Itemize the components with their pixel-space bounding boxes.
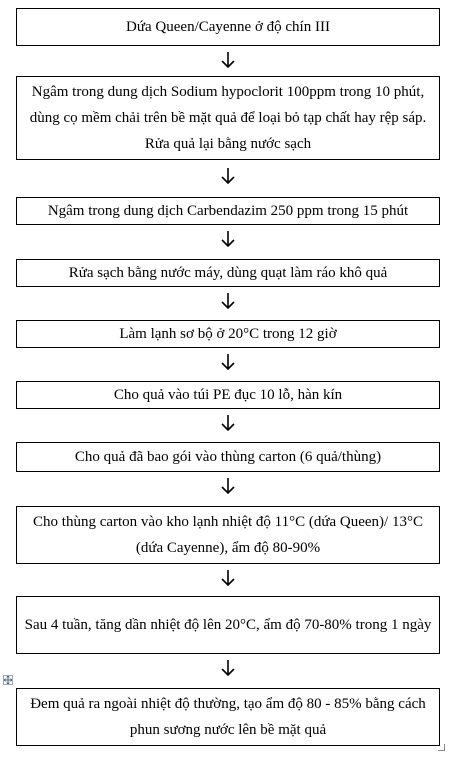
step-5: Làm lạnh sơ bộ ở 20°C trong 12 giờ — [16, 320, 440, 348]
table-move-handle-icon[interactable] — [3, 675, 13, 685]
down-arrow-icon — [219, 414, 237, 432]
down-arrow-icon — [219, 569, 237, 587]
down-arrow-icon — [219, 230, 237, 248]
step-7: Cho quả đã bao gói vào thùng carton (6 quả/thùng) — [16, 442, 440, 472]
step-9: Sau 4 tuần, tăng dần nhiệt độ lên 20°C, ẩm độ 70-80% trong 1 ngày — [16, 596, 440, 654]
down-arrow-icon — [219, 353, 237, 371]
step-8: Cho thùng carton vào kho lạnh nhiệt độ 11°C (dứa Queen)/ 13°C (dứa Cayenne), ẩm độ 80-90% — [16, 506, 440, 564]
down-arrow-icon — [219, 167, 237, 185]
step-10: Đem quả ra ngoài nhiệt độ thường, tạo ẩm độ 80 - 85% bằng cách phun sương nước lên bề mặt quả — [16, 688, 440, 746]
step-4: Rửa sạch bằng nước máy, dùng quạt làm ráo khô quả — [16, 259, 440, 287]
step-3: Ngâm trong dung dịch Carbendazim 250 ppm trong 15 phút — [16, 197, 440, 225]
step-6: Cho quả vào túi PE đục 10 lỗ, hàn kín — [16, 381, 440, 409]
down-arrow-icon — [219, 659, 237, 677]
table-resize-corner[interactable] — [438, 744, 445, 751]
down-arrow-icon — [219, 477, 237, 495]
step-1: Dứa Queen/Cayenne ở độ chín III — [16, 8, 440, 46]
down-arrow-icon — [219, 51, 237, 69]
step-2: Ngâm trong dung dịch Sodium hypoclorit 100ppm trong 10 phút, dùng cọ mềm chải trên bề mặt quả để loại bỏ tạp chất hay rệp sáp. Rửa quả lại bằng nước sạch — [16, 76, 440, 160]
down-arrow-icon — [219, 292, 237, 310]
